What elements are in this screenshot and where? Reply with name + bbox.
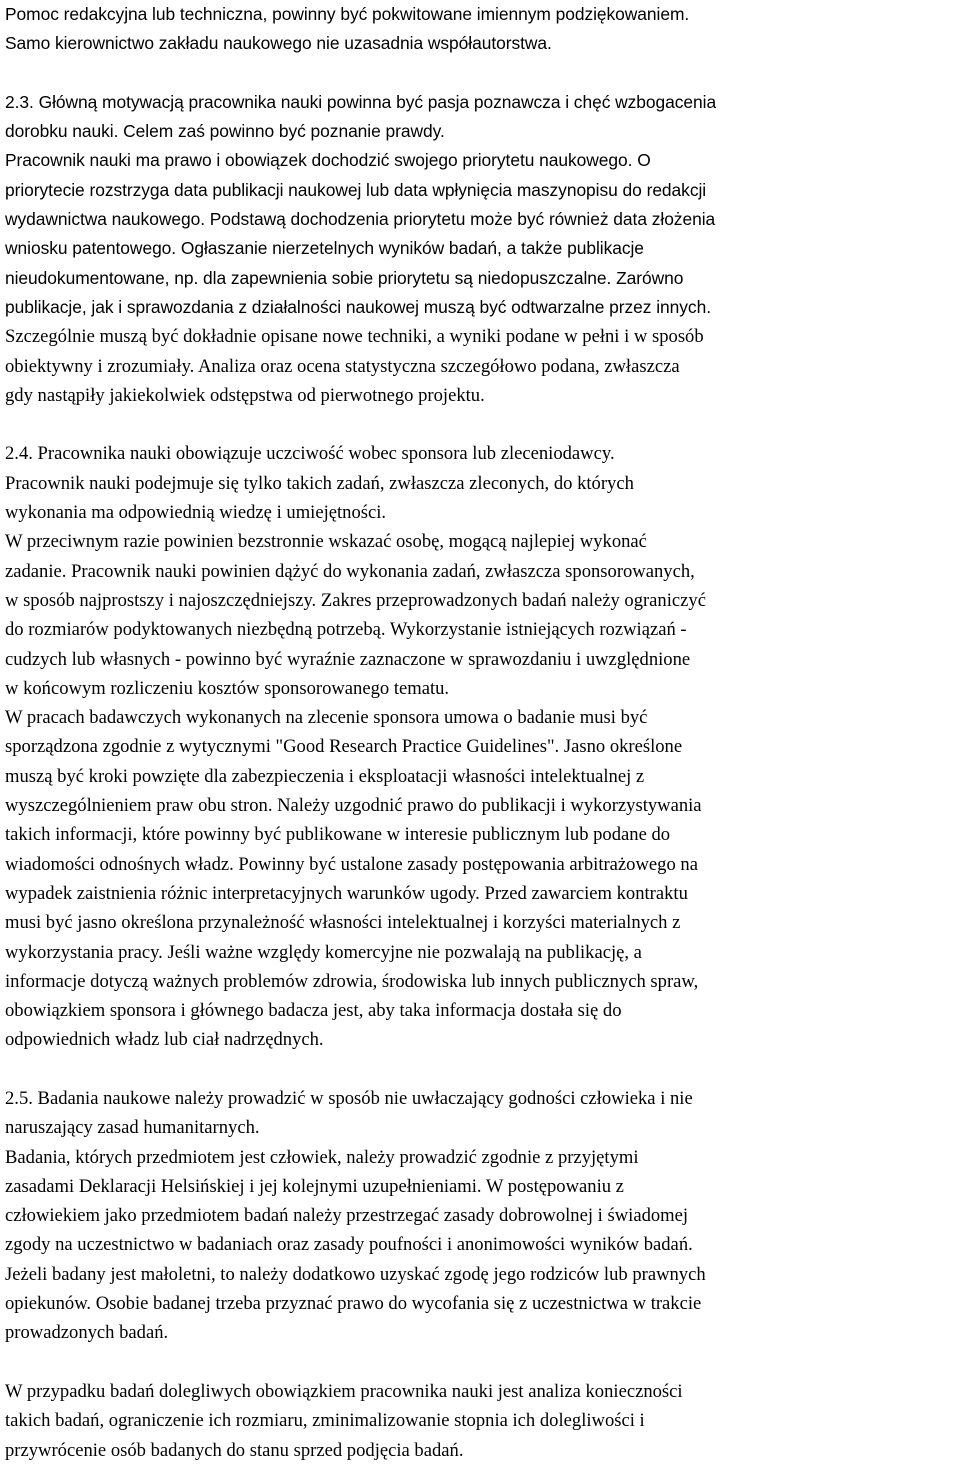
text-segment: obowiązkiem sponsora i głównego badacza jest, aby taka informacja dostała się do <box>5 1000 622 1022</box>
text-line <box>5 1172 960 1201</box>
text-segment: W przeciwnym razie powinien bezstronnie wskazać osobę, mogącą najlepiej wykonać <box>5 531 647 553</box>
text-line <box>5 381 960 410</box>
text-segment: priorytecie rozstrzyga data publikacji naukowej lub data wpłynięcia maszynopisu do redakcji <box>5 179 707 200</box>
text-line <box>5 732 960 761</box>
text-line <box>5 1201 960 1230</box>
text-segment: wyszczególnieniem praw obu stron. Należy uzgodnić prawo do publikacji i wykorzystywania <box>5 795 702 817</box>
text-line <box>5 527 960 556</box>
text-segment: przywrócenie osób badanych do stanu sprzed podjęcia badań. <box>5 1439 464 1461</box>
text-segment: 2.4. Pracownika nauki obowiązuje uczciwość wobec sponsora lub zleceniodawcy. <box>5 443 615 465</box>
text-segment: w sposób najprostszy i najoszczędniejszy. Zakres przeprowadzonych badań należy ograniczyć <box>5 589 706 611</box>
text-segment: Szczególnie muszą być dokładnie opisane nowe techniki, a wyniki podane w pełni i w sposób <box>5 326 704 348</box>
text-line <box>5 1084 960 1113</box>
text-line <box>5 674 960 703</box>
text-line <box>5 1113 960 1142</box>
text-line <box>5 205 960 234</box>
text-segment: odpowiednich władz lub ciał nadrzędnych. <box>5 1029 324 1051</box>
text-segment: prowadzonych badań. <box>5 1322 169 1344</box>
text-line <box>5 1406 960 1435</box>
text-segment: nieudokumentowane, np. dla zapewnienia sobie priorytetu są niedopuszczalne. Zarówno <box>5 267 684 288</box>
text-line <box>5 1230 960 1259</box>
text-segment: takich informacji, które powinny być publikowane w interesie publicznym lub podane do <box>5 824 671 846</box>
text-line <box>5 967 960 996</box>
text-segment: wypadek zaistnienia różnic interpretacyjnych warunków ugody. Przed zawarciem kontraktu <box>5 882 688 904</box>
text-line <box>5 439 960 468</box>
text-line <box>5 850 960 879</box>
section-2-4 <box>5 439 960 1054</box>
text-line <box>5 0 960 29</box>
text-segment: takich badań, ograniczenie ich rozmiaru, zminimalizowanie stopnia ich dolegliwości i <box>5 1410 645 1432</box>
paragraph-gap <box>5 1348 960 1377</box>
text-segment: zgody na uczestnictwo w badaniach oraz zasady poufności i anonimowości wyników badań. <box>5 1234 693 1256</box>
text-line <box>5 820 960 849</box>
text-segment: wydawnictwa naukowego. Podstawą dochodzenia priorytetu może być również data złożenia <box>5 209 716 230</box>
text-segment: obiektywny i zrozumiały. Analiza oraz ocena statystyczna szczegółowo podana, zwłaszcza <box>5 355 680 377</box>
text-segment: W przypadku badań dolegliwych obowiązkiem pracownika nauki jest analiza konieczności <box>5 1380 683 1402</box>
text-segment: gdy nastąpiły jakiekolwiek odstępstwa od pierwotnego projektu. <box>5 384 485 406</box>
paragraph-gap <box>5 1055 960 1084</box>
text-segment: w końcowym rozliczeniu kosztów sponsorowanego tematu. <box>5 677 450 699</box>
text-segment: Pomoc redakcyjna lub techniczna, powinny być pokwitowane imiennym podziękowaniem. <box>5 4 690 24</box>
section-2-3 <box>5 88 960 410</box>
text-line <box>5 762 960 791</box>
paragraph-gap <box>5 59 960 88</box>
text-line <box>5 1025 960 1054</box>
text-segment: informacje dotyczą ważnych problemów zdrowia, środowiska lub innych publicznych spraw, <box>5 970 699 992</box>
text-line <box>5 703 960 732</box>
text-segment: 2.5. Badania naukowe należy prowadzić w sposób nie uwłaczający godności człowieka i nie <box>5 1087 693 1109</box>
text-line <box>5 615 960 644</box>
text-segment: Jeżeli badany jest małoletni, to należy dodatkowo uzyskać zgodę jego rodziców lub prawnych <box>5 1263 706 1285</box>
closing-paragraph <box>5 1377 960 1465</box>
text-line <box>5 1436 960 1465</box>
text-line <box>5 908 960 937</box>
text-segment: Samo kierownictwo zakładu naukowego nie uzasadnia współautorstwa. <box>5 33 552 54</box>
text-line <box>5 586 960 615</box>
text-line <box>5 176 960 205</box>
paragraph-block-1 <box>5 0 960 59</box>
text-line <box>5 352 960 381</box>
text-segment: 2.3. Główną motywacją pracownika nauki powinna być pasja poznawcza i chęć wzbogacenia <box>5 91 717 112</box>
text-line <box>5 29 960 58</box>
text-line <box>5 996 960 1025</box>
text-segment: naruszający zasad humanitarnych. <box>5 1117 260 1139</box>
text-line <box>5 879 960 908</box>
text-segment: do rozmiarów podyktowanych niezbędną potrzebą. Wykorzystanie istniejących rozwiązań - <box>5 619 687 641</box>
text-line <box>5 791 960 820</box>
text-segment: wykonania ma odpowiednią wiedzę i umiejętności. <box>5 502 387 524</box>
text-line <box>5 1289 960 1318</box>
text-segment: cudzych lub własnych - powinno być wyraźnie zaznaczone w sprawozdaniu i uwzględnione <box>5 648 691 670</box>
document-page <box>5 0 960 1465</box>
text-segment: publikacje, jak i sprawozdania z działalności naukowej muszą być odtwarzalne przez innych. <box>5 296 711 317</box>
text-segment: musi być jasno określona przynależność własności intelektualnej i korzyści materialnych z <box>5 912 681 934</box>
text-segment: opiekunów. Osobie badanej trzeba przyznać prawo do wycofania się z uczestnictwa w trakcie <box>5 1293 702 1315</box>
text-segment: dorobku nauki. Celem zaś powinno być poznanie prawdy. <box>5 121 445 142</box>
text-line <box>5 557 960 586</box>
text-line <box>5 234 960 263</box>
text-segment: człowiekiem jako przedmiotem badań należy przestrzegać zasady dobrowolnej i świadomej <box>5 1205 689 1227</box>
text-segment: wiadomości odnośnych władz. Powinny być ustalone zasady postępowania arbitrażowego na <box>5 853 698 875</box>
text-line <box>5 293 960 322</box>
text-segment: wykorzystania pracy. Jeśli ważne względy komercyjne nie pozwalają na publikację, a <box>5 941 642 963</box>
text-segment: W pracach badawczych wykonanych na zlecenie sponsora umowa o badanie musi być <box>5 707 648 729</box>
text-segment: Badania, których przedmiotem jest człowiek, należy prowadzić zgodnie z przyjętymi <box>5 1146 639 1168</box>
text-segment: muszą być kroki powzięte dla zabezpieczenia i eksploatacji własności intelektualnej z <box>5 765 645 787</box>
text-line <box>5 264 960 293</box>
text-line <box>5 117 960 146</box>
text-line <box>5 88 960 117</box>
text-segment: Pracownik nauki podejmuje się tylko takich zadań, zwłaszcza zleconych, do których <box>5 472 634 494</box>
paragraph-gap <box>5 410 960 439</box>
text-line <box>5 498 960 527</box>
text-segment: zadanie. Pracownik nauki powinien dążyć do wykonania zadań, zwłaszcza sponsorowanych, <box>5 560 695 582</box>
text-segment: wniosku patentowego. Ogłaszanie nierzetelnych wyników badań, a także publikacje <box>5 238 644 259</box>
text-line <box>5 1260 960 1289</box>
text-line <box>5 1143 960 1172</box>
text-segment: sporządzona zgodnie z wytycznymi "Good Research Practice Guidelines". Jasno określone <box>5 736 683 758</box>
text-segment: zasadami Deklaracji Helsińskiej i jej kolejnymi uzupełnieniami. W postępowaniu z <box>5 1175 624 1197</box>
section-2-5 <box>5 1084 960 1348</box>
text-segment: Pracownik nauki ma prawo i obowiązek dochodzić swojego priorytetu naukowego. O <box>5 150 651 171</box>
text-line <box>5 146 960 175</box>
text-line <box>5 938 960 967</box>
text-line <box>5 469 960 498</box>
text-line <box>5 1377 960 1406</box>
text-line <box>5 645 960 674</box>
text-line <box>5 322 960 351</box>
text-line <box>5 1318 960 1347</box>
